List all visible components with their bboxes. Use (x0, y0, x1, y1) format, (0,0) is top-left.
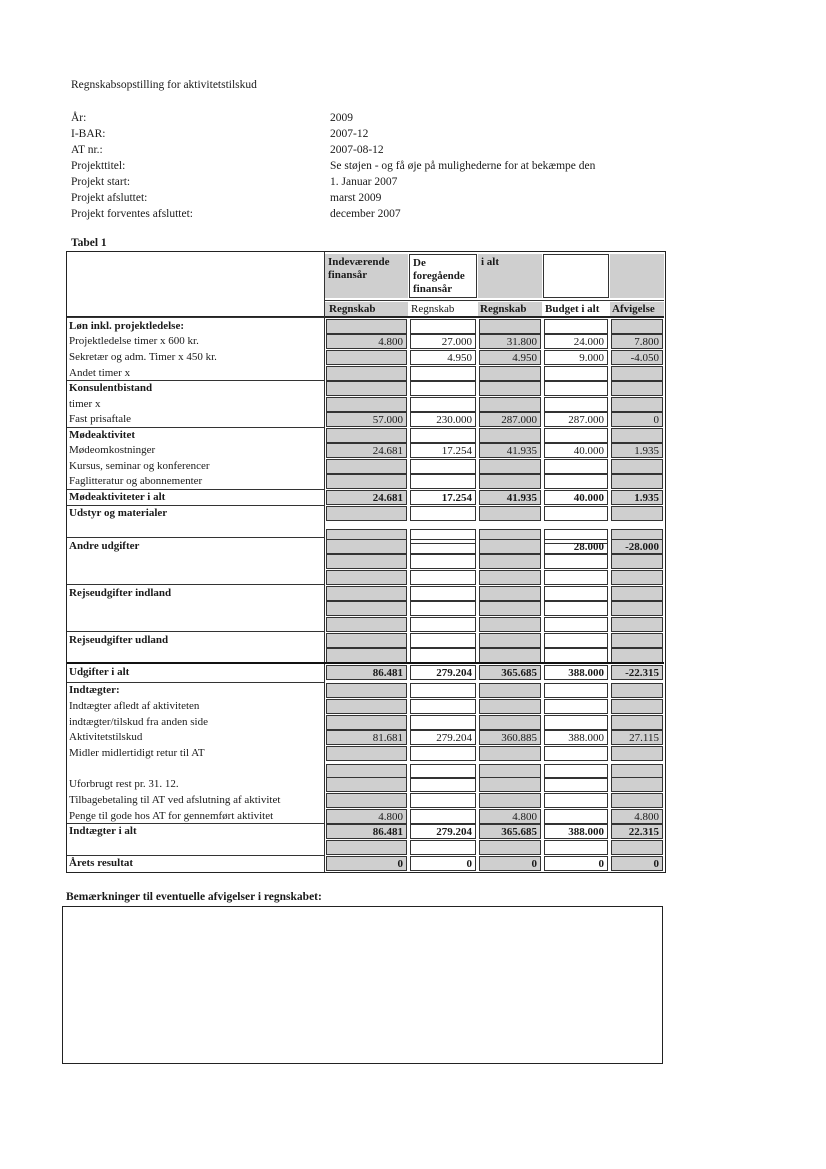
table-cell: 360.885 (479, 730, 541, 745)
table-cell: 4.800 (326, 334, 407, 349)
table-cell (479, 617, 541, 632)
table-cell (544, 586, 608, 601)
table-cell: 41.935 (479, 490, 541, 505)
table-cell: 4.800 (479, 809, 541, 824)
table-cell: 24.681 (326, 490, 407, 505)
table-cell (326, 586, 407, 601)
table-cell (410, 428, 476, 443)
table-cell (544, 381, 608, 396)
table-cell (479, 319, 541, 334)
row-label: Penge til gode hos AT for gennemført aktivitet (69, 810, 274, 822)
table-cell: 86.481 (326, 824, 407, 839)
table-cell (410, 539, 476, 554)
table-cell: 24.000 (544, 334, 608, 349)
header-col2-top: De foregående finansår (409, 254, 477, 298)
table-cell (410, 746, 476, 761)
table-cell (611, 554, 663, 569)
table-cell (544, 777, 608, 792)
table-cell (611, 617, 663, 632)
header-col5-sub: Afvigelse (610, 302, 664, 317)
table-cell: 0 (611, 412, 663, 427)
table-cell (410, 777, 476, 792)
row-label: Projektledelse timer x 600 kr. (69, 335, 199, 347)
row-divider (67, 317, 324, 318)
table-cell (611, 683, 663, 698)
table-cell (611, 506, 663, 521)
table-cell: 279.204 (410, 730, 476, 745)
table-cell (410, 617, 476, 632)
table-cell (544, 459, 608, 474)
meta-value: 2009 (330, 112, 353, 124)
row-divider (67, 855, 324, 856)
row-divider (67, 823, 324, 824)
table-cell: 40.000 (544, 490, 608, 505)
row-label: Tilbagebetaling til AT ved afslutning af aktivitet (69, 794, 281, 806)
table-cell (479, 397, 541, 412)
table-cell (544, 699, 608, 714)
table-cell (410, 397, 476, 412)
table-cell (611, 648, 663, 663)
table-cell (326, 699, 407, 714)
table-cell (479, 601, 541, 616)
header-col4-sub: Budget i alt (545, 303, 600, 315)
table-cell (479, 474, 541, 489)
table-cell (544, 601, 608, 616)
row-label: Indtægter: (69, 684, 120, 696)
meta-key: Projekt afsluttet: (71, 192, 148, 204)
table-cell (544, 793, 608, 808)
table-cell (544, 319, 608, 334)
table-cell: 17.254 (410, 443, 476, 458)
account-table (66, 251, 666, 873)
table-cell: 27.000 (410, 334, 476, 349)
row-divider (67, 427, 324, 428)
row-label: Kursus, seminar og konferencer (69, 460, 210, 472)
table-cell: 287.000 (479, 412, 541, 427)
table-cell (611, 633, 663, 648)
row-divider (67, 537, 324, 538)
table-cell (611, 793, 663, 808)
meta-key: År: (71, 112, 87, 124)
table-cell: 0 (326, 856, 407, 871)
table-cell: 279.204 (410, 665, 476, 680)
table-cell (410, 474, 476, 489)
table-cell (544, 683, 608, 698)
table-cell (479, 506, 541, 521)
table-cell: 28.000 (544, 539, 608, 554)
row-label: Løn inkl. projektledelse: (69, 320, 185, 332)
table-cell (544, 428, 608, 443)
meta-key: AT nr.: (71, 144, 103, 156)
table-cell (611, 428, 663, 443)
meta-key: Projekt forventes afsluttet: (71, 208, 193, 220)
table-cell (611, 699, 663, 714)
table-cell (410, 319, 476, 334)
table-cell (410, 381, 476, 396)
table-cell (410, 793, 476, 808)
table-cell (479, 715, 541, 730)
table-cell: 7.800 (611, 334, 663, 349)
row-label: Midler midlertidigt retur til AT (69, 747, 205, 759)
table-cell: 24.681 (326, 443, 407, 458)
table-cell (326, 474, 407, 489)
row-label: Andre udgifter (69, 540, 140, 552)
header-col3-sub: Regnskab (478, 302, 542, 317)
table-cell (410, 601, 476, 616)
table-cell (326, 366, 407, 381)
table-cell (611, 366, 663, 381)
table-cell: 57.000 (326, 412, 407, 427)
header-col4-top (543, 254, 609, 298)
row-label: Rejseudgifter udland (69, 634, 169, 646)
document-title: Regnskabsopstilling for aktivitetstilskud (71, 79, 257, 91)
table-cell (410, 570, 476, 585)
table-cell: 27.115 (611, 730, 663, 745)
row-label: Indtægter afledt af aktiviteten (69, 700, 200, 712)
table-cell (544, 506, 608, 521)
table-cell (479, 699, 541, 714)
table-cell (326, 633, 407, 648)
table-cell: 81.681 (326, 730, 407, 745)
table-cell (326, 777, 407, 792)
table-cell: 388.000 (544, 730, 608, 745)
table-cell (544, 715, 608, 730)
table-label: Tabel 1 (71, 237, 107, 249)
meta-value: 2007-08-12 (330, 144, 384, 156)
table-cell (611, 777, 663, 792)
remarks-textbox[interactable] (62, 906, 663, 1064)
table-cell (326, 715, 407, 730)
table-cell (410, 459, 476, 474)
table-cell: 230.000 (410, 412, 476, 427)
table-cell (326, 570, 407, 585)
table-cell (611, 459, 663, 474)
row-label: Sekretær og adm. Timer x 450 kr. (69, 351, 217, 363)
table-cell (326, 506, 407, 521)
row-label: Udgifter i alt (69, 666, 130, 678)
table-cell (544, 554, 608, 569)
table-cell: 22.315 (611, 824, 663, 839)
row-divider (67, 505, 324, 506)
table-cell (410, 840, 476, 855)
meta-value: 2007-12 (330, 128, 369, 140)
table-cell: 365.685 (479, 824, 541, 839)
table-cell (544, 648, 608, 663)
table-cell (410, 586, 476, 601)
table-cell (479, 381, 541, 396)
table-cell (326, 381, 407, 396)
row-label: Mødeaktivitet (69, 429, 135, 441)
meta-key: I-BAR: (71, 128, 106, 140)
header-col5-top (610, 254, 664, 298)
table-cell (326, 428, 407, 443)
row-label: indtægter/tilskud fra anden side (69, 716, 208, 728)
row-label: Rejseudgifter indland (69, 587, 172, 599)
table-cell (479, 554, 541, 569)
table-cell (479, 793, 541, 808)
table-cell: 388.000 (544, 824, 608, 839)
table-cell (479, 683, 541, 698)
table-cell (479, 539, 541, 554)
table-cell: 41.935 (479, 443, 541, 458)
row-label: Mødeaktiviteter i alt (69, 491, 166, 503)
table-cell (326, 539, 407, 554)
table-cell (611, 570, 663, 585)
row-label: Indtægter i alt (69, 825, 137, 837)
table-cell: 0 (544, 856, 608, 871)
table-cell (611, 601, 663, 616)
table-cell (410, 715, 476, 730)
row-divider (67, 380, 324, 381)
table-cell (544, 617, 608, 632)
table-cell (611, 586, 663, 601)
table-cell: 279.204 (410, 824, 476, 839)
table-cell (479, 570, 541, 585)
table-cell (410, 699, 476, 714)
table-cell (611, 397, 663, 412)
table-cell: 4.800 (326, 809, 407, 824)
row-divider (67, 682, 324, 683)
table-cell (479, 366, 541, 381)
header-divider (325, 300, 664, 301)
table-cell (410, 648, 476, 663)
row-label: timer x (69, 398, 101, 410)
table-cell (326, 601, 407, 616)
table-cell (410, 633, 476, 648)
table-cell: 40.000 (544, 443, 608, 458)
table-cell: 17.254 (410, 490, 476, 505)
meta-key: Projekt start: (71, 176, 131, 188)
row-label: Andet timer x (69, 367, 131, 379)
table-cell (410, 683, 476, 698)
row-label: Konsulentbistand (69, 382, 153, 394)
table-cell: 365.685 (479, 665, 541, 680)
meta-key: Projekttitel: (71, 160, 126, 172)
table-cell: 4.950 (410, 350, 476, 365)
row-divider (67, 584, 324, 585)
table-cell (611, 381, 663, 396)
table-cell (326, 746, 407, 761)
table-cell: 0 (479, 856, 541, 871)
table-cell (479, 459, 541, 474)
row-divider (67, 489, 324, 490)
table-cell (479, 777, 541, 792)
header-col3-top: i alt (478, 254, 542, 298)
row-label: Årets resultat (69, 857, 134, 869)
table-cell: 4.950 (479, 350, 541, 365)
table-cell (479, 428, 541, 443)
table-cell: -22.315 (611, 665, 663, 680)
remarks-label: Bemærkninger til eventuelle afvigelser i regnskabet: (66, 891, 322, 903)
row-label: Fast prisaftale (69, 413, 132, 425)
table-cell (326, 793, 407, 808)
table-cell (479, 648, 541, 663)
table-cell (479, 746, 541, 761)
table-cell (410, 809, 476, 824)
row-label: Mødeomkostninger (69, 444, 156, 456)
table-cell: 31.800 (479, 334, 541, 349)
table-cell (326, 459, 407, 474)
row-divider (67, 631, 324, 632)
table-cell: 86.481 (326, 665, 407, 680)
row-label: Faglitteratur og abonnementer (69, 475, 203, 487)
table-cell (544, 809, 608, 824)
table-cell (544, 570, 608, 585)
table-cell (326, 617, 407, 632)
table-cell: 0 (611, 856, 663, 871)
meta-value: december 2007 (330, 208, 401, 220)
table-cell (544, 366, 608, 381)
table-cell: 1.935 (611, 443, 663, 458)
header-col2-sub: Regnskab (411, 303, 455, 315)
table-cell (611, 319, 663, 334)
row-label: Uforbrugt rest pr. 31. 12. (69, 778, 179, 790)
table-cell (611, 840, 663, 855)
table-cell (410, 554, 476, 569)
table-cell (544, 474, 608, 489)
table-cell (544, 746, 608, 761)
table-cell: 9.000 (544, 350, 608, 365)
total-divider (67, 662, 664, 664)
table-cell (479, 586, 541, 601)
table-cell (544, 397, 608, 412)
table-cell: 388.000 (544, 665, 608, 680)
label-column-border (324, 252, 325, 872)
table-cell (611, 474, 663, 489)
table-cell (544, 840, 608, 855)
table-cell (410, 506, 476, 521)
meta-value: marst 2009 (330, 192, 382, 204)
table-cell (479, 840, 541, 855)
table-cell (326, 397, 407, 412)
table-cell (479, 633, 541, 648)
table-cell (410, 366, 476, 381)
table-cell: 0 (410, 856, 476, 871)
table-cell (326, 648, 407, 663)
table-cell: -4.050 (611, 350, 663, 365)
header-col1-top: Indeværende finansår (325, 254, 408, 298)
table-cell: 1.935 (611, 490, 663, 505)
table-cell (544, 633, 608, 648)
meta-value: 1. Januar 2007 (330, 176, 398, 188)
table-cell (326, 683, 407, 698)
meta-value: Se støjen - og få øje på mulighederne for at bekæmpe den (330, 160, 596, 172)
table-cell: -28.000 (611, 539, 663, 554)
table-cell: 4.800 (611, 809, 663, 824)
table-cell (611, 715, 663, 730)
table-cell (326, 554, 407, 569)
row-label: Aktivitetstilskud (69, 731, 143, 743)
header-col1-sub: Regnskab (325, 302, 408, 317)
table-cell: 287.000 (544, 412, 608, 427)
row-label: Udstyr og materialer (69, 507, 168, 519)
table-cell (326, 350, 407, 365)
table-cell (326, 319, 407, 334)
table-cell (611, 746, 663, 761)
table-cell (326, 840, 407, 855)
